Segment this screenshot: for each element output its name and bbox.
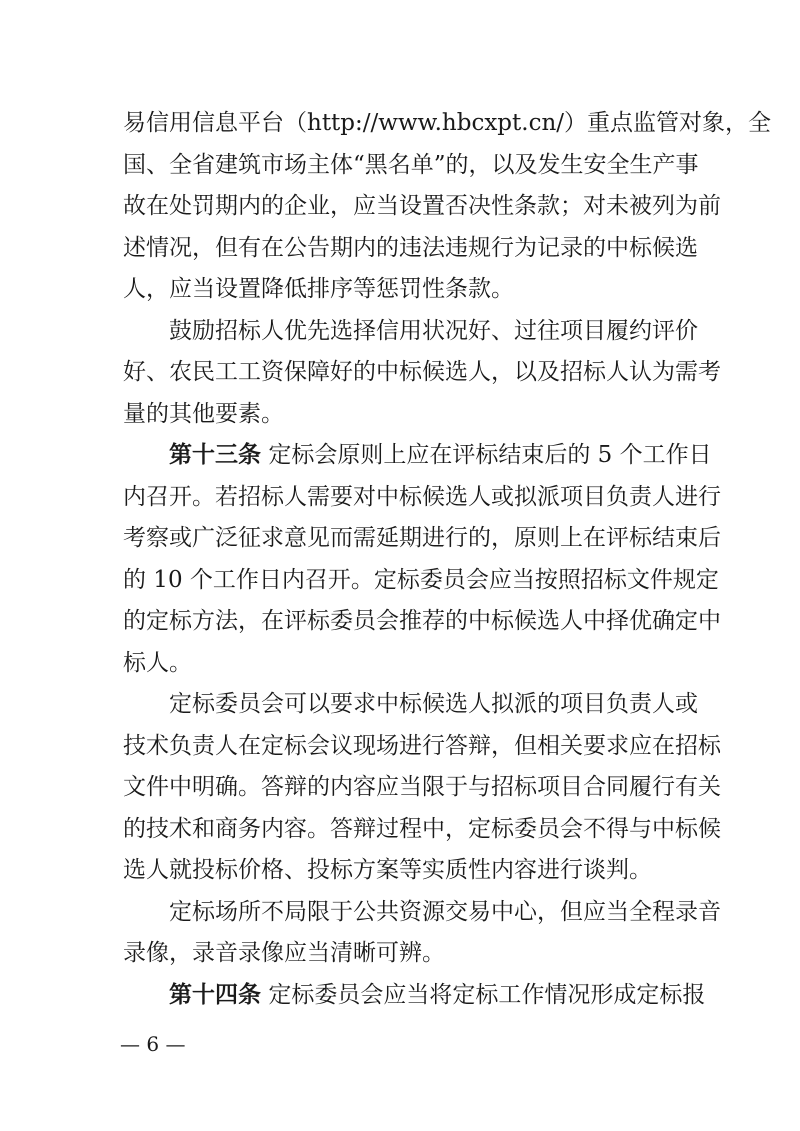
text-line: 选人就投标价格、投标方案等实质性内容进行谈判。: [123, 857, 652, 883]
text-line: 定标委员会可以要求中标候选人拟派的项目负责人或: [169, 691, 698, 717]
text-line: 内召开。若招标人需要对中标候选人或拟派项目负责人进行: [123, 484, 721, 510]
text-line: 技术负责人在定标会议现场进行答辩，但相关要求应在招标: [123, 733, 721, 759]
text-line: 量的其他要素。: [123, 401, 284, 427]
text-line: 的 10 个工作日内召开。定标委员会应当按照招标文件规定: [123, 567, 719, 593]
text-line: 录像，录音录像应当清晰可辨。: [123, 940, 445, 966]
article-13-line: [169, 440, 712, 470]
text-line: 鼓励招标人优先选择信用状况好、过往项目履约评价: [169, 318, 698, 344]
text-line: 定标场所不局限于公共资源交易中心，但应当全程录音: [169, 899, 721, 925]
article-13-text: 定标会原则上应在评标结束后的 5 个工作日: [268, 442, 712, 468]
text-line: 故在处罚期内的企业，应当设置否决性条款；对未被列为前: [123, 193, 721, 219]
text-line: 考察或广泛征求意见而需延期进行的，原则上在评标结束后: [123, 525, 721, 551]
text-line: 文件中明确。答辩的内容应当限于与招标项目合同履行有关: [123, 774, 721, 800]
text-line: 的定标方法，在评标委员会推荐的中标候选人中择优确定中: [123, 608, 721, 634]
text-line: 的技术和商务内容。答辩过程中，定标委员会不得与中标候: [123, 816, 721, 842]
text-line: 人，应当设置降低排序等惩罚性条款。: [123, 276, 514, 302]
article-14-heading: 第十四条: [169, 982, 261, 1008]
page-number: — 6 —: [120, 1032, 186, 1056]
text-line: 述情况，但有在公告期内的违法违规行为记录的中标候选: [123, 235, 698, 261]
article-14-line: [169, 980, 706, 1010]
text-line: 易信用信息平台（http://www.hbcxpt.cn/）重点监管对象，全: [123, 110, 772, 136]
article-13-heading: 第十三条: [169, 442, 261, 468]
text-line: 标人。: [123, 650, 192, 676]
article-14-text: 定标委员会应当将定标工作情况形成定标报: [268, 982, 706, 1008]
text-line: 好、农民工工资保障好的中标候选人，以及招标人认为需考: [123, 359, 721, 385]
text-line: 国、全省建筑市场主体“黑名单”的，以及发生安全生产事: [123, 152, 699, 178]
